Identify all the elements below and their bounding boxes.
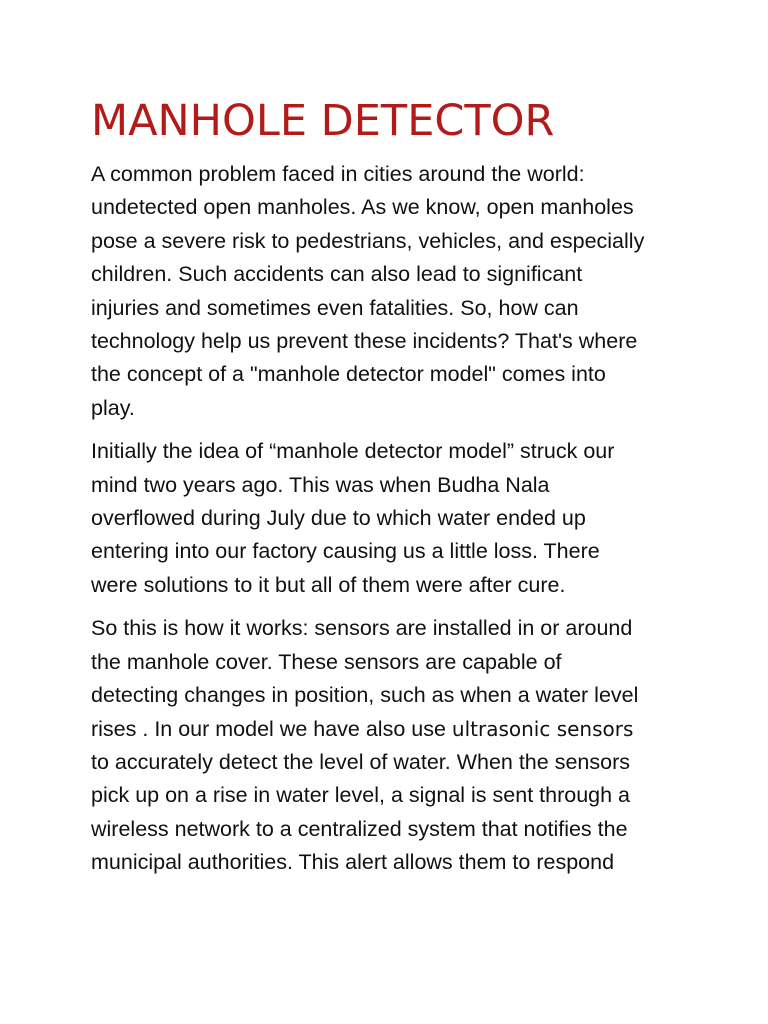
paragraph-origin bbox=[91, 435, 691, 602]
text-line: detecting changes in position, such as when a water level bbox=[91, 683, 639, 708]
text-line: So this is how it works: sensors are installed in or around bbox=[91, 616, 633, 641]
text-line: overflowed during July due to which water ended up bbox=[91, 506, 586, 531]
document-title: MANHOLE DETECTOR bbox=[91, 96, 555, 146]
mixed-font-line bbox=[91, 713, 691, 746]
paragraph-intro bbox=[91, 158, 691, 425]
text-line: pick up on a rise in water level, a signal is sent through a bbox=[91, 783, 630, 808]
text-line: children. Such accidents can also lead to significant bbox=[91, 262, 583, 287]
text-line: pose a severe risk to pedestrians, vehicles, and especially bbox=[91, 228, 645, 253]
text-line: entering into our factory causing us a little loss. There bbox=[91, 539, 600, 564]
text-line: mind two years ago. This was when Budha Nala bbox=[91, 472, 550, 497]
text-line: were solutions to it but all of them were after cure. bbox=[91, 572, 566, 597]
text-line: undetected open manholes. As we know, open manholes bbox=[91, 195, 634, 220]
text-line: wireless network to a centralized system that notifies the bbox=[91, 816, 628, 841]
text-line: injuries and sometimes even fatalities. So, how can bbox=[91, 295, 579, 320]
paragraph-how-it-works bbox=[91, 612, 691, 879]
text-line: Initially the idea of “manhole detector model” struck our bbox=[91, 439, 615, 464]
text-line: the concept of a "manhole detector model" comes into bbox=[91, 362, 606, 387]
text-line: to accurately detect the level of water. When the sensors bbox=[91, 749, 630, 774]
text-line: municipal authorities. This alert allows them to respond bbox=[91, 850, 615, 875]
text-line: technology help us prevent these incidents? That's where bbox=[91, 329, 638, 354]
document-page bbox=[91, 96, 691, 890]
text-line: the manhole cover. These sensors are capable of bbox=[91, 649, 562, 674]
text-segment: rises . In our model we have also use bbox=[91, 716, 452, 741]
highlighted-term: ultrasonic sensors bbox=[451, 716, 634, 741]
text-line: A common problem faced in cities around the world: bbox=[91, 162, 585, 186]
text-line: play. bbox=[91, 395, 135, 420]
